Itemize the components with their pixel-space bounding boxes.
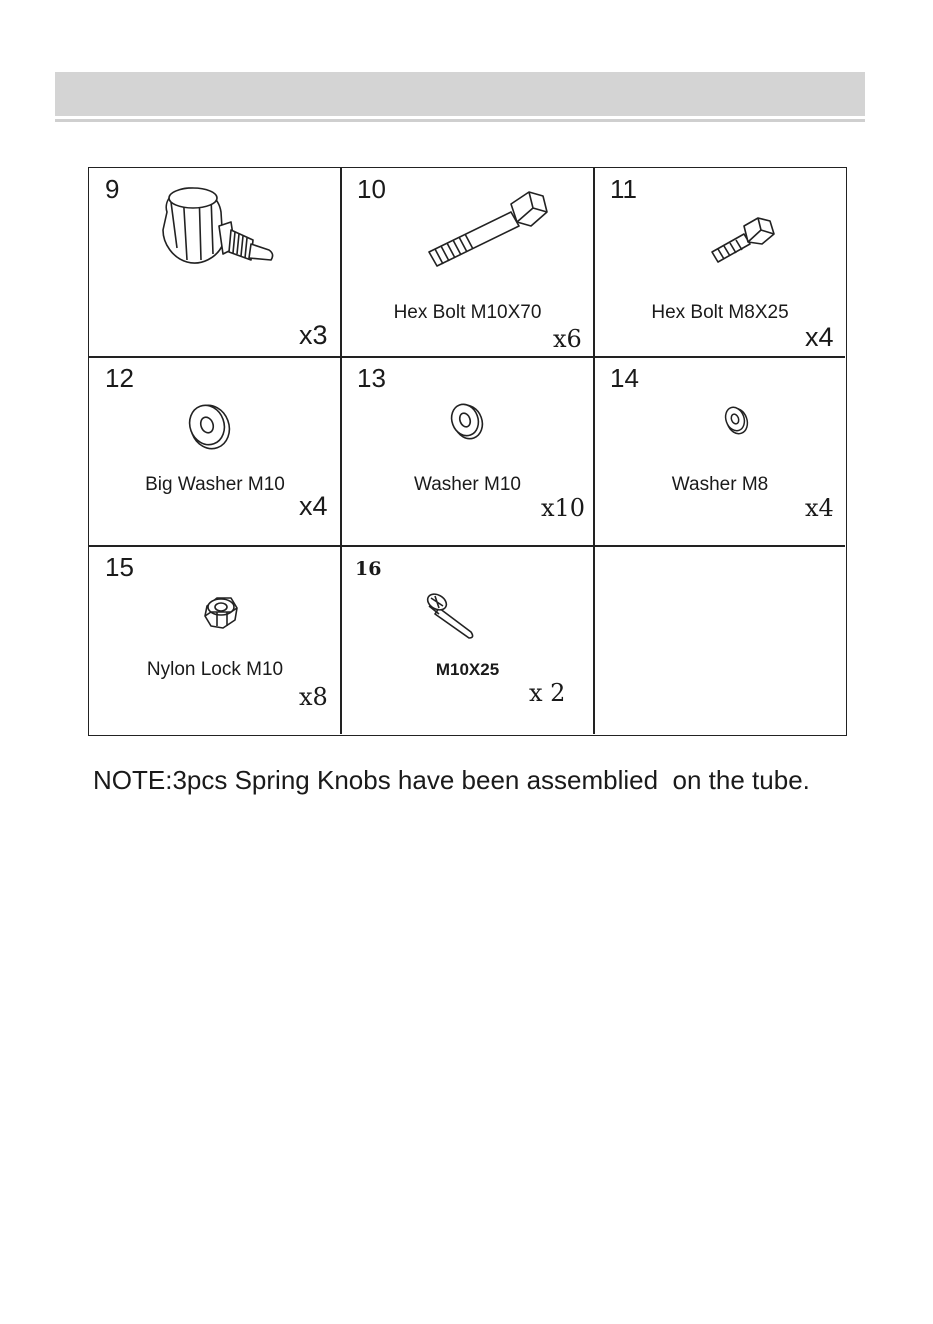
header-divider	[55, 119, 865, 122]
part-quantity: x4	[805, 494, 834, 522]
part-cell-11	[594, 168, 846, 357]
spring-knob-icon	[153, 182, 283, 282]
part-quantity: x6	[553, 325, 582, 353]
part-cell-10	[341, 168, 594, 357]
section-header-bar	[55, 72, 865, 116]
part-number: 12	[105, 363, 134, 393]
part-label: M10X25	[435, 660, 500, 679]
part-quantity: x 2	[529, 679, 566, 707]
part-number: 16	[355, 558, 382, 580]
short-hex-bolt-icon	[708, 214, 778, 264]
part-quantity: x4	[805, 322, 834, 352]
nylon-lock-nut-icon	[201, 592, 241, 632]
big-washer-icon	[187, 401, 233, 453]
part-number: 9	[105, 174, 120, 204]
part-cell-14	[594, 357, 846, 546]
part-number: 14	[610, 363, 639, 393]
washer-icon	[449, 401, 485, 441]
part-number: 10	[357, 174, 386, 204]
part-label: Hex Bolt M10X70	[393, 302, 542, 323]
part-label: Washer M10	[414, 474, 521, 495]
parts-grid	[88, 167, 847, 736]
part-label: Hex Bolt M8X25	[651, 302, 789, 323]
part-cell-16	[341, 546, 594, 734]
part-number: 15	[105, 552, 134, 582]
part-cell-12	[89, 357, 341, 546]
assembly-note: NOTE:3pcs Spring Knobs have been assemblied on the tube.	[93, 765, 810, 795]
part-quantity: x4	[299, 491, 328, 521]
countersunk-bolt-icon	[425, 588, 481, 640]
part-cell-15	[89, 546, 341, 734]
part-cell-empty	[594, 546, 846, 734]
part-quantity: x3	[299, 320, 328, 350]
part-label: Nylon Lock M10	[146, 659, 284, 680]
part-number: 13	[357, 363, 386, 393]
part-number: 11	[610, 174, 637, 204]
long-hex-bolt-icon	[425, 186, 555, 276]
part-cell-9	[89, 168, 341, 357]
part-label: Washer M8	[671, 474, 769, 495]
part-label: Big Washer M10	[145, 474, 285, 495]
part-quantity: x10	[541, 494, 586, 522]
small-washer-icon	[722, 403, 750, 437]
part-cell-13	[341, 357, 594, 546]
part-quantity: x8	[299, 683, 328, 711]
